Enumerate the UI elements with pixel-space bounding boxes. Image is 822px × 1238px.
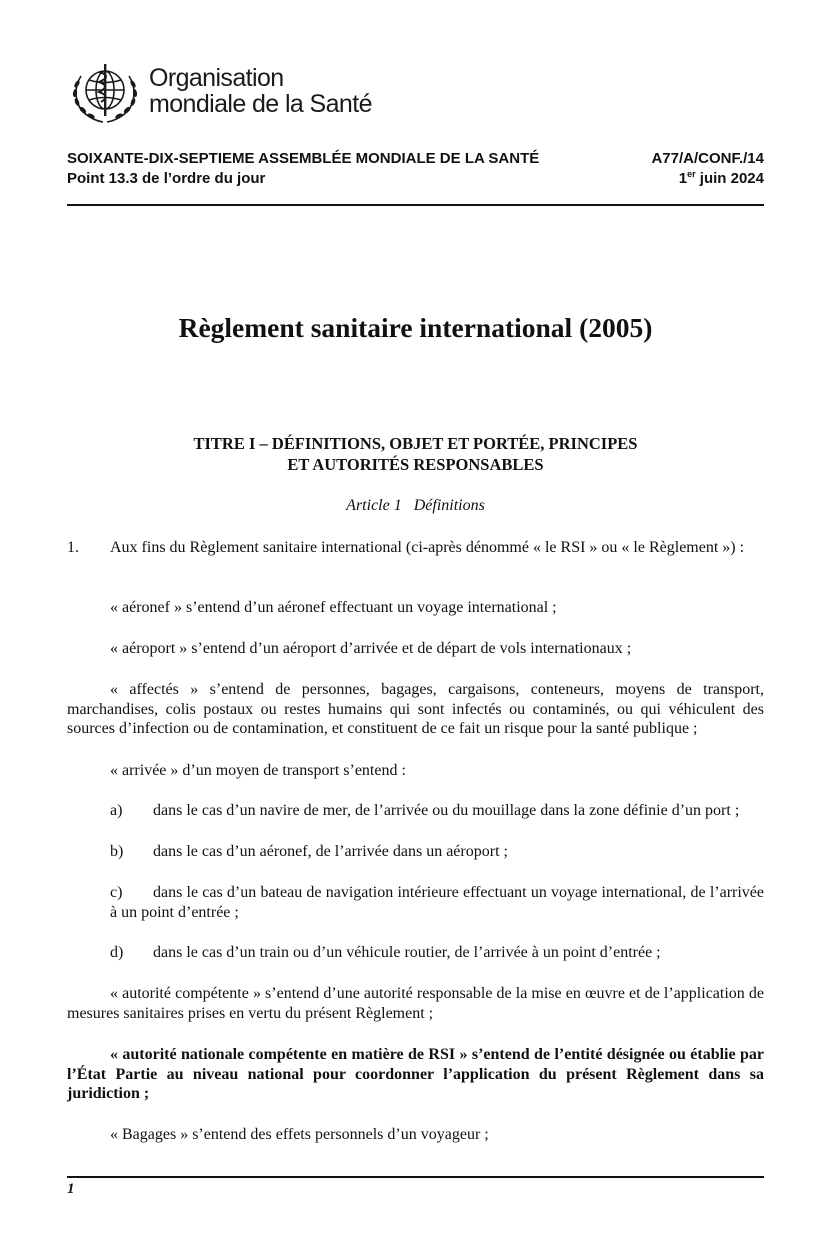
- footer-divider: [67, 1176, 764, 1178]
- who-logo: [67, 60, 372, 130]
- definition-arrivee: « arrivée » d’un moyen de transport s’entend :: [110, 762, 406, 779]
- who-emblem-icon: [67, 60, 143, 128]
- list-item: b) dans le cas d’un aéronef, de l’arrivée dans un aéroport ;: [110, 843, 508, 860]
- definition-bagages: « Bagages » s’entend des effets personnels d’un voyageur ;: [110, 1126, 489, 1143]
- definition-autorite-competente: « autorité compétente » s’entend d’une autorité responsable de la mise en œuvre et de l’application de mesures sanitaires prises en vertu du présent Règlement ;: [67, 985, 764, 1022]
- document-reference: A77/A/CONF./14: [651, 150, 764, 167]
- definition-aeronef: « aéronef » s’entend d’un aéronef effectuant un voyage international ;: [110, 599, 557, 616]
- article-heading: Article 1 Définitions: [346, 497, 485, 514]
- assembly-name: SOIXANTE-DIX-SEPTIEME ASSEMBLÉE MONDIALE DE LA SANTÉ: [67, 150, 540, 167]
- organization-name-line1: Organisation: [149, 64, 284, 92]
- list-item: d) dans le cas d’un train ou d’un véhicule routier, de l’arrivée à un point d’entrée ;: [110, 944, 661, 961]
- agenda-item: Point 13.3 de l’ordre du jour: [67, 170, 266, 187]
- list-item: a) dans le cas d’un navire de mer, de l’arrivée ou du mouillage dans la zone définie d’un port ;: [110, 802, 740, 819]
- header-divider: [67, 204, 764, 206]
- definition-autorite-nationale: « autorité nationale compétente en matière de RSI » s’entend de l’entité désignée ou établie par l’État Partie au niveau national pour coordonner l’application du présent Règlement dans sa juridiction ;: [67, 1046, 764, 1102]
- document-date: 1er juin 2024: [678, 169, 764, 187]
- organization-name-line2: mondiale de la Santé: [149, 90, 372, 118]
- paragraph-1: 1. Aux fins du Règlement sanitaire international (ci-après dénommé « le RSI » ou « le Règlement ») :: [67, 539, 745, 556]
- section-title: TITRE I – DÉFINITIONS, OBJET ET PORTÉE, PRINCIPES ET AUTORITÉS RESPONSABLES: [193, 434, 638, 474]
- document-title: Règlement sanitaire international (2005): [178, 312, 653, 343]
- page-number: 1: [67, 1181, 75, 1197]
- definition-aeroport: « aéroport » s’entend d’un aéroport d’arrivée et de départ de vols internationaux ;: [110, 640, 632, 657]
- definition-affectes: « affectés » s’entend de personnes, bagages, cargaisons, conteneurs, moyens de transport, marchandises, colis postaux ou restes humains qui sont infectés ou contaminés, ou qui véhiculent des sources d’infection ou de contamination, et constituent de ce fait un risque pour la santé publique ;: [67, 681, 764, 737]
- list-item: c) dans le cas d’un bateau de navigation intérieure effectuant un voyage international, de l’arrivée à un point d’entrée ;: [110, 884, 764, 921]
